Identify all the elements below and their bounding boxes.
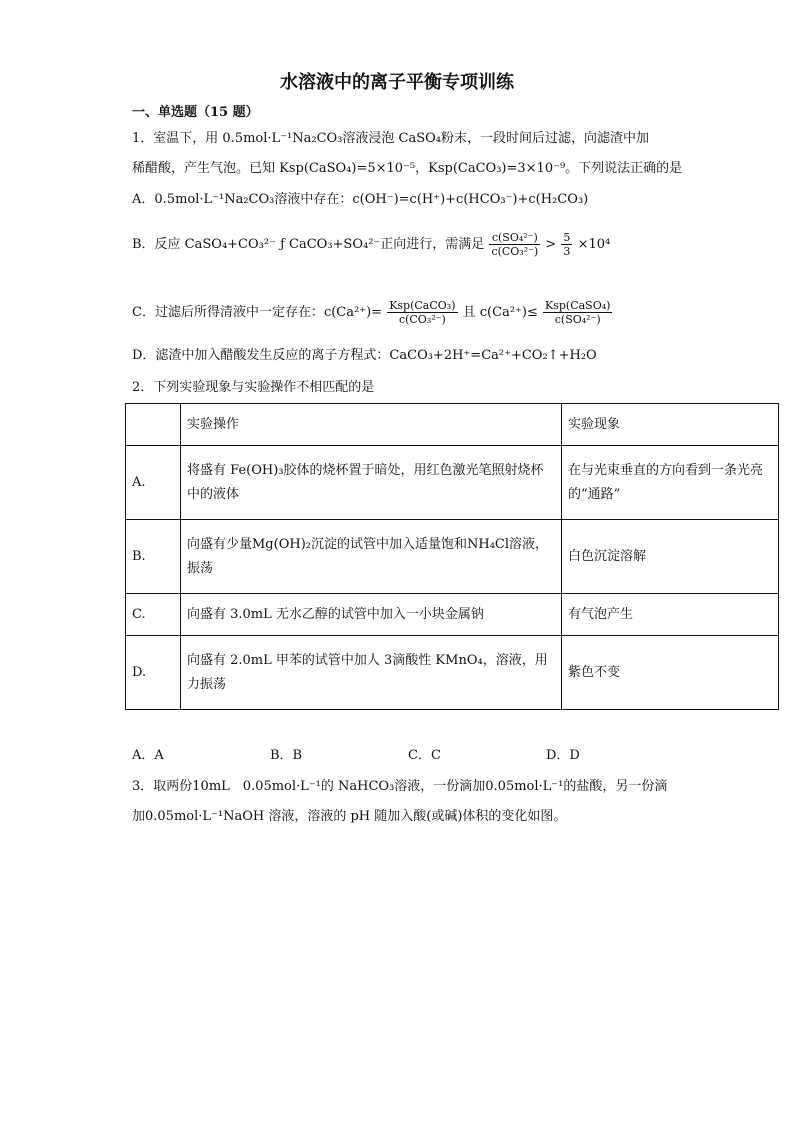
section-heading: 一、单选题（15 题） [132,105,259,120]
table-row [126,636,779,710]
table-header-cell: 实验现象 [562,404,779,446]
table-cell-phenomenon: 有气泡产生 [562,594,779,636]
q1-option-b [132,231,610,258]
q1-option-b-fraction-den: 3 [563,245,571,258]
table-cell-phenomenon: 白色沉淀溶解 [562,520,779,594]
table-cell-label: C. [126,594,181,636]
table-cell-phenomenon: 在与光束垂直的方向看到一条光亮的“通路” [562,446,779,520]
q1-option-c [132,299,613,326]
q1-option-c-mid: 且 c(Ca²⁺)≤ [462,305,538,320]
q2-option-c: C．C [408,748,441,763]
q2-options [132,747,684,765]
table-row [126,446,779,520]
q2-option-a: A．A [132,748,164,763]
table-cell-label: A. [126,446,181,520]
q1-option-c-text: C．过滤后所得清液中一定存在：c(Ca²⁺)= [132,305,383,320]
q1-stem-line1: 1．室温下，用 0.5mol·L⁻¹Na₂CO₃溶液浸泡 CaSO₄粉末，一段时间后过滤，向滤渣中加 [132,131,649,146]
q1-option-b-ratio-num: c(SO₄²⁻) [489,231,540,245]
q1-option-d: D．滤渣中加入醋酸发生反应的离子方程式：CaCO₃+2H⁺=Ca²⁺+CO₂↑+H₂O [132,348,597,363]
q2-option-d: D．D [546,748,580,763]
q1-stem-line2: 稀醋酸，产生气泡。已知 Ksp(CaSO₄)=5×10⁻⁵，Ksp(CaCO₃)=3×10⁻⁹。下列说法正确的是 [132,161,683,176]
q1-option-a: A．0.5mol·L⁻¹Na₂CO₃溶液中存在：c(OH⁻)=c(H⁺)+c(HCO₃⁻)+c(H₂CO₃) [132,192,589,207]
q1-option-b-fraction-num: 5 [563,231,571,244]
table-cell-label: D. [126,636,181,710]
q1-option-b-gt: > [545,237,557,252]
q2-table [125,403,779,710]
table-cell-label: B. [126,520,181,594]
q1-option-c-frac2-num: Ksp(CaSO₄) [545,299,611,312]
table-cell-phenomenon: 紫色不变 [562,636,779,710]
q1-option-b-ratio-den: c(CO₃²⁻) [491,245,539,258]
q1-option-b-ratio [489,231,540,258]
q3-stem-line2: 加0.05mol·L⁻¹NaOH 溶液，溶液的 pH 随加入酸(或碱)体积的变化如图。 [132,809,567,824]
table-cell-operation: 向盛有 3.0mL 无水乙醇的试管中加入一小块金属钠 [181,594,562,636]
table-row [126,594,779,636]
q1-option-c-frac1 [387,299,457,326]
table-header-cell: 实验操作 [181,404,562,446]
q1-option-c-frac2 [543,299,612,326]
q1-option-c-frac1-den: c(CO₃²⁻) [398,313,446,326]
q1-option-c-frac1-num: Ksp(CaCO₃) [389,299,456,312]
q2-stem: 2．下列实验现象与实验操作不相匹配的是 [132,380,375,395]
q1-option-b-text: B．反应 CaSO₄+CO₃²⁻ ƒ CaCO₃+SO₄²⁻正向进行，需满足 [132,237,485,252]
table-header-row [126,404,779,446]
table-cell-operation: 向盛有少量Mg(OH)₂沉淀的试管中加入适量饱和NH₄Cl溶液，振荡 [181,520,562,594]
q1-option-c-frac2-den: c(SO₄²⁻) [554,313,601,326]
table-cell-operation: 将盛有 Fe(OH)₃胶体的烧杯置于暗处，用红色激光笔照射烧杯中的液体 [181,446,562,520]
page-title: 水溶液中的离子平衡专项训练 [280,72,514,93]
table-header-cell [126,404,181,446]
q1-option-b-fraction [561,231,572,258]
table-row [126,520,779,594]
q1-option-b-power: ×10⁴ [577,237,611,252]
table-cell-operation: 向盛有 2.0mL 甲苯的试管中加人 3滴酸性 KMnO₄，溶液，用力振荡 [181,636,562,710]
q3-stem-line1: 3．取两份10mL 0.05mol·L⁻¹的 NaHCO₃溶液，一份滴加0.05mol·L⁻¹的盐酸，另一份滴 [132,779,668,794]
q2-option-b: B．B [270,748,303,763]
